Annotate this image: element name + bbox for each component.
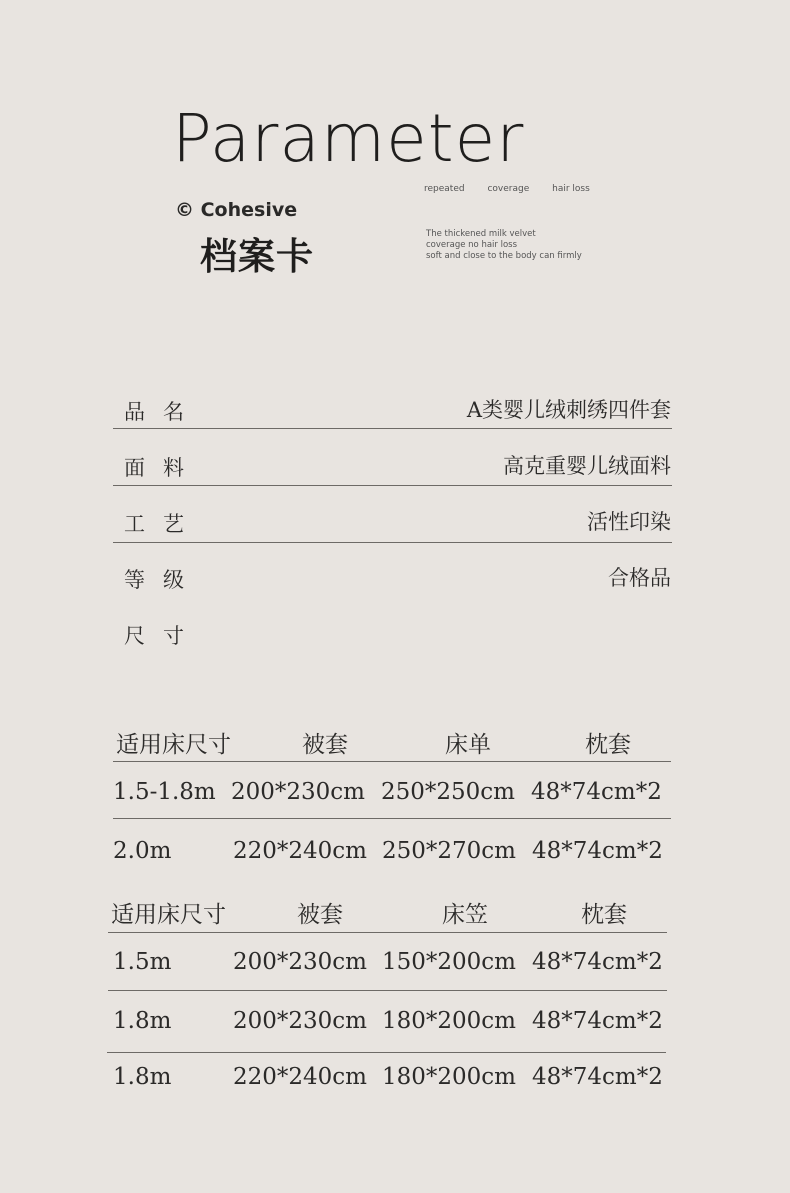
cell-bed-size: 1.5-1.8m <box>113 779 216 805</box>
brand-name: © Cohesive <box>175 199 298 221</box>
header-duvet-cover: 被套 <box>297 902 343 928</box>
cell-duvet-cover: 200*230cm <box>233 949 367 975</box>
header-bed-sheet: 床单 <box>445 732 491 758</box>
cell-pillowcase: 48*74cm*2 <box>532 838 663 864</box>
tag-coverage: coverage <box>487 184 530 194</box>
cell-pillowcase: 48*74cm*2 <box>532 949 663 975</box>
param-row-fabric <box>113 444 671 484</box>
tag-hair-loss: hair loss <box>552 184 590 194</box>
header-pillowcase: 枕套 <box>585 732 631 758</box>
cell-bed-size: 1.5m <box>113 949 172 975</box>
param-value: 合格品 <box>608 566 671 590</box>
card-title: 档案卡 <box>200 235 314 278</box>
divider <box>113 542 672 543</box>
param-row-product-name <box>113 388 671 428</box>
divider <box>113 818 671 819</box>
param-value: 活性印染 <box>587 510 671 534</box>
divider <box>107 1052 666 1053</box>
header-bed-size: 适用床尺寸 <box>116 732 231 758</box>
size-table-2-header <box>0 896 790 926</box>
table-row <box>0 779 790 809</box>
cell-bed-size: 1.8m <box>113 1064 172 1090</box>
table-row <box>0 949 790 979</box>
header-pillowcase: 枕套 <box>581 902 627 928</box>
param-label: 面料 <box>124 456 202 480</box>
cell-duvet-cover: 200*230cm <box>233 1008 367 1034</box>
param-label: 尺寸 <box>124 624 202 648</box>
cell-duvet-cover: 200*230cm <box>231 779 365 805</box>
cell-fitted-sheet: 180*200cm <box>382 1064 516 1090</box>
tag-repeated: repeated <box>424 184 465 194</box>
page-title: Parameter <box>172 100 525 177</box>
description-line: coverage no hair loss <box>426 240 518 250</box>
param-value: 高克重婴儿绒面料 <box>503 454 671 478</box>
param-value: A类婴儿绒刺绣四件套 <box>466 398 671 422</box>
param-label: 等级 <box>124 568 202 592</box>
cell-bed-sheet: 250*270cm <box>382 838 516 864</box>
size-table-1-header <box>0 726 790 756</box>
table-row <box>0 1008 790 1038</box>
header-fitted-sheet: 床笠 <box>442 902 488 928</box>
divider <box>108 932 667 933</box>
param-row-grade <box>113 556 671 596</box>
param-row-craft <box>113 500 671 540</box>
cell-pillowcase: 48*74cm*2 <box>532 1064 663 1090</box>
cell-bed-sheet: 250*250cm <box>381 779 515 805</box>
cell-bed-size: 1.8m <box>113 1008 172 1034</box>
cell-bed-size: 2.0m <box>113 838 172 864</box>
divider <box>113 428 672 429</box>
param-label: 品名 <box>124 400 202 424</box>
cell-fitted-sheet: 180*200cm <box>382 1008 516 1034</box>
cell-pillowcase: 48*74cm*2 <box>532 1008 663 1034</box>
tag-list <box>424 184 610 194</box>
cell-duvet-cover: 220*240cm <box>233 1064 367 1090</box>
divider <box>113 485 672 486</box>
table-row <box>0 1064 790 1094</box>
table-row <box>0 838 790 868</box>
header-duvet-cover: 被套 <box>302 732 348 758</box>
param-row-size <box>113 612 671 652</box>
cell-fitted-sheet: 150*200cm <box>382 949 516 975</box>
cell-pillowcase: 48*74cm*2 <box>531 779 662 805</box>
description-line: The thickened milk velvet <box>426 229 536 239</box>
divider <box>113 761 671 762</box>
cell-duvet-cover: 220*240cm <box>233 838 367 864</box>
product-description <box>426 229 582 262</box>
param-label: 工艺 <box>124 512 202 536</box>
description-line: soft and close to the body can firmly <box>426 251 582 261</box>
divider <box>108 990 667 991</box>
header-bed-size: 适用床尺寸 <box>111 902 226 928</box>
